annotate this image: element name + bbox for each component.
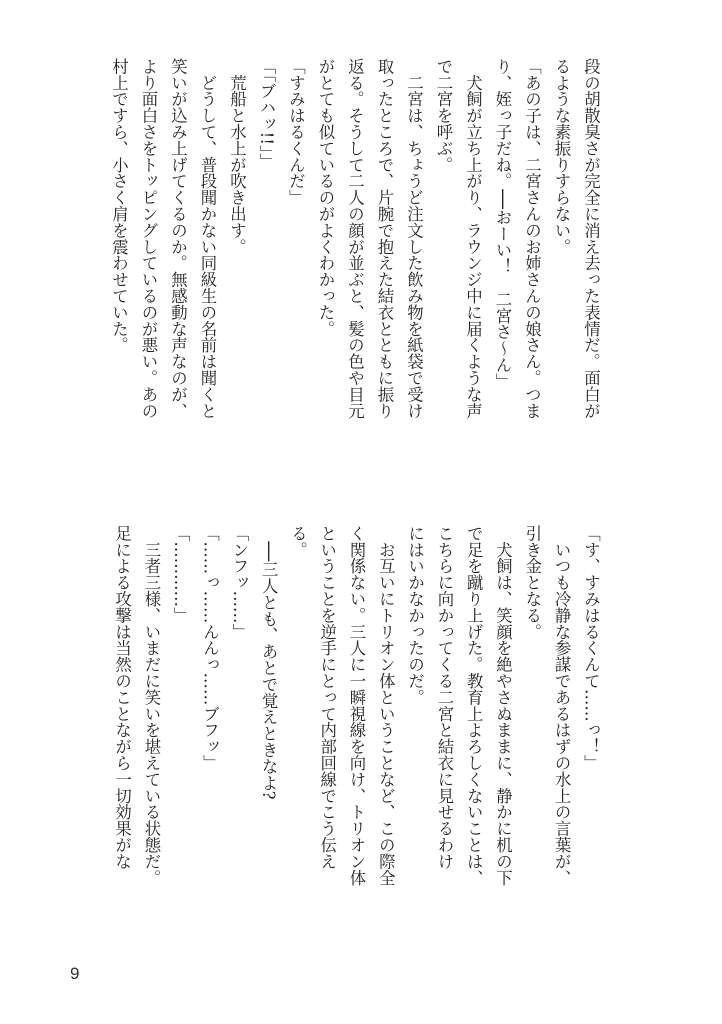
- text-column: より面白さをトッピングしているのが悪い。あの: [138, 58, 158, 419]
- text-column: 返る。そうして二人の顔が並ぶと、髪の色や目元: [345, 58, 365, 419]
- text-column: 「……っ……んんっ……ブフッ」: [200, 525, 220, 771]
- text-column: 犬飼が立ち上がり、ラウンジ中に届くような声: [463, 58, 483, 419]
- text-column: 引き金となる。: [522, 525, 542, 640]
- text-column: ──三人とも、あとで覚えときなよ?: [259, 525, 279, 800]
- text-column: で二宮を呼ぶ。: [433, 58, 453, 173]
- text-column: お互いにトリオン体ということなど、この際全: [376, 525, 396, 886]
- page-number: 9: [70, 964, 80, 983]
- text-column: がとても似ているのがよくわかった。: [315, 58, 335, 337]
- text-column: 笑いが込み上げてくるのか。無感動な声なのが、: [168, 58, 188, 419]
- text-column: 荒船と水上が吹き出す。: [227, 58, 247, 255]
- text-column: 「す、すみはるくんて……っ！」: [581, 525, 601, 771]
- text-column: 「「ブハッ!!」」: [256, 58, 276, 170]
- text-column: 村上ですら、小さく肩を震わせていた。: [109, 58, 129, 354]
- text-column: 「すみはるくんだ」: [286, 58, 306, 206]
- text-column: こちらに向かってくる二宮と結衣に見せるわけ: [434, 525, 454, 870]
- text-column: 三者三様、いまだに笑いを堪えている状態だ。: [141, 525, 161, 886]
- text-column: く関係ない。三人に一瞬視線を向け、トリオン体: [347, 525, 366, 886]
- text-column: にはいかなかったのだ。: [405, 525, 425, 706]
- text-column: で足を蹴り上げた。教育上よろしくないことは、: [464, 525, 484, 886]
- text-column: 二宮は、ちょうど注文した飲み物を紙袋で受け: [404, 58, 424, 419]
- text-column: るような素振りすらない。: [551, 58, 571, 255]
- text-column: 「あの子は、二宮さんのお姉さんの娘さん。つま: [522, 58, 542, 419]
- text-column: る。: [288, 525, 308, 558]
- text-column: 「ンフッ……」: [229, 525, 249, 640]
- text-column: り、姪っ子だね。──おーい！ 二宮さ〜ん」: [492, 58, 512, 390]
- text-column: どうして、普段聞かない同級生の名前は聞くと: [197, 58, 217, 419]
- text-column: いつも冷静な参謀であるはずの水上の言葉が、: [552, 525, 572, 886]
- text-column: 段の胡散臭さが完全に消え去った表情だ。面白が: [581, 58, 601, 419]
- text-column: 「…………」: [171, 525, 191, 624]
- text-column: ということを逆手にとって内部回線でこう伝え: [317, 525, 337, 870]
- text-column: 足による攻撃は当然のことながら一切効果がな: [112, 525, 132, 870]
- text-column: 犬飼は、笑顔を絶やさぬままに、静かに机の下: [493, 525, 513, 886]
- text-column: 取ったところで、片腕で抱えた結衣とともに振り: [374, 58, 394, 419]
